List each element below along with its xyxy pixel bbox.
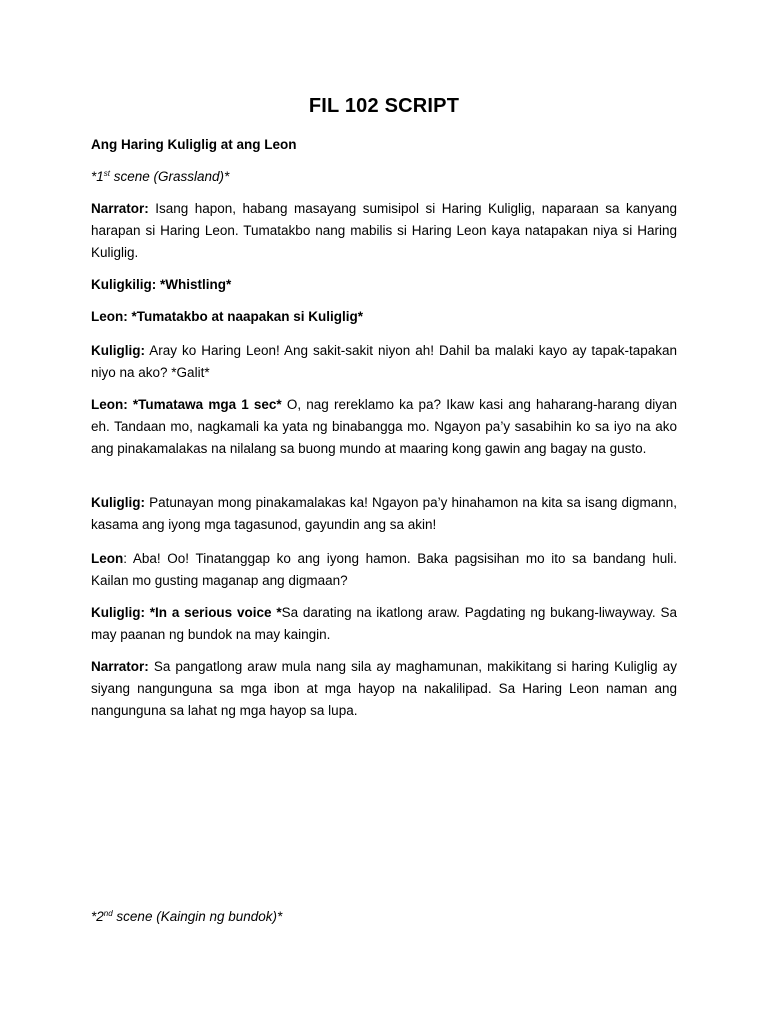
dialogue-paragraph xyxy=(91,492,677,536)
scene-heading-2-suffix: scene (Kaingin ng bundok)* xyxy=(112,909,283,924)
speaker-label: Kuligkilig: xyxy=(91,277,157,292)
scene-heading-1 xyxy=(91,166,229,188)
speaker-label: Narrator: xyxy=(91,201,149,216)
speaker-label: Leon xyxy=(91,397,124,412)
dialogue-text: Patunayan mong pinakamalakas ka! Ngayon pa’y hinahamon na kita sa isang digmann, kasama ang iyong mga tagasunod, gayundin ang sa akin! xyxy=(91,495,677,532)
dialogue-text: Aray ko Haring Leon! Ang sakit-sakit niyon ah! Dahil ba malaki kayo ay tapak-tapakan niyo na ako? *Galit* xyxy=(91,343,677,380)
dialogue-paragraph xyxy=(91,274,677,296)
speaker-label: Kuliglig: xyxy=(91,605,145,620)
document-page xyxy=(91,0,677,1024)
stage-direction: *Whistling* xyxy=(156,277,232,292)
scene-heading-2-ordinal: nd xyxy=(103,909,113,918)
stage-direction: *In a serious voice * xyxy=(145,605,282,620)
stage-direction: : *Tumatawa mga 1 sec* xyxy=(123,397,282,412)
scene-heading-2-prefix: *2 xyxy=(91,909,104,924)
scene-heading-1-prefix: *1 xyxy=(91,169,104,184)
dialogue-paragraph xyxy=(91,548,677,592)
speaker-label: Leon xyxy=(91,551,124,566)
document-title: FIL 102 SCRIPT xyxy=(308,95,460,117)
dialogue-paragraph xyxy=(91,656,677,722)
dialogue-text: Sa darating na ikatlong araw. Pagdating ng bukang-liwayway. Sa may paanan ng bundok na may kaingin. xyxy=(91,605,677,642)
dialogue-text: : Aba! Oo! Tinatanggap ko ang iyong hamon. Baka pagsisihan mo ito sa bandang huli. Kailan mo gusting maganap ang digmaan? xyxy=(91,551,677,588)
dialogue-paragraph xyxy=(91,602,677,646)
dialogue-paragraph xyxy=(91,340,677,384)
scene-heading-1-ordinal: st xyxy=(103,169,110,178)
speaker-label: Narrator: xyxy=(91,659,149,674)
dialogue-paragraph xyxy=(91,306,677,328)
dialogue-paragraph xyxy=(91,394,677,460)
stage-direction: *Tumatakbo at naapakan si Kuliglig* xyxy=(127,309,364,324)
speaker-label: Kuliglig: xyxy=(91,495,145,510)
scene-heading-1-suffix: scene (Grassland)* xyxy=(110,169,230,184)
speaker-label: Kuliglig: xyxy=(91,343,145,358)
dialogue-text: Isang hapon, habang masayang sumisipol si Haring Kuliglig, naparaan sa kanyang harapan si Haring Leon. Tumatakbo nang mabilis si Haring Leon kaya natapakan niya si Haring Kuliglig. xyxy=(91,201,677,260)
dialogue-text: O, nag rereklamo ka pa? Ikaw kasi ang haharang-harang diyan eh. Tandaan mo, nagkamali ka yata ng binabangga mo. Ngayon pa’y sasabihin ko sa iyo na ako ang pinakamalakas na nilalang sa buong mundo at maaring kong gawin ang bagay na gusto. xyxy=(91,397,678,456)
dialogue-paragraph xyxy=(91,198,677,264)
dialogue-text: Sa pangatlong araw mula nang sila ay maghamunan, makikitang si haring Kuliglig ay siyang nangunguna sa mga ibon at mga hayop na nakalilipad. Sa Haring Leon naman ang nangunguna sa lahat ng mga hayop sa lupa. xyxy=(91,659,677,718)
speaker-label: Leon: xyxy=(91,309,128,324)
scene-heading-2 xyxy=(91,906,282,928)
play-title: Ang Haring Kuliglig at ang Leon xyxy=(91,137,297,152)
